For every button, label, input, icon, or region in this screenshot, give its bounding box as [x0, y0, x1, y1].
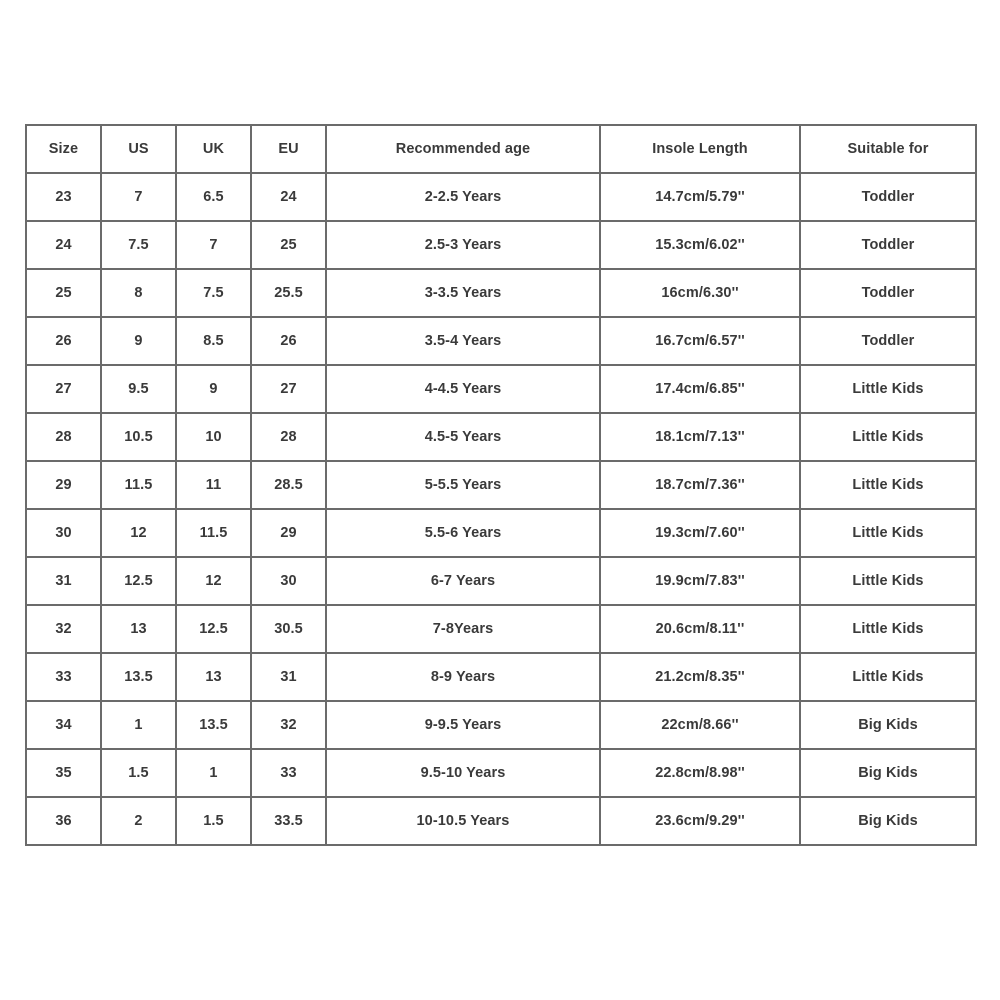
cell-size: 36: [26, 797, 101, 845]
cell-suitable-for: Big Kids: [800, 797, 976, 845]
cell-size: 32: [26, 605, 101, 653]
cell-eu: 24: [251, 173, 326, 221]
cell-insole-length: 15.3cm/6.02'': [600, 221, 800, 269]
cell-insole-length: 18.1cm/7.13'': [600, 413, 800, 461]
cell-suitable-for: Little Kids: [800, 557, 976, 605]
cell-eu: 28.5: [251, 461, 326, 509]
cell-size: 27: [26, 365, 101, 413]
cell-suitable-for: Little Kids: [800, 461, 976, 509]
cell-uk: 8.5: [176, 317, 251, 365]
cell-uk: 1: [176, 749, 251, 797]
cell-size: 25: [26, 269, 101, 317]
cell-suitable-for: Big Kids: [800, 701, 976, 749]
table-row: [26, 653, 976, 701]
cell-insole-length: 22cm/8.66'': [600, 701, 800, 749]
cell-uk: 11.5: [176, 509, 251, 557]
table-row: [26, 317, 976, 365]
table-row: [26, 413, 976, 461]
table-row: [26, 509, 976, 557]
cell-insole-length: 16cm/6.30'': [600, 269, 800, 317]
cell-size: 34: [26, 701, 101, 749]
cell-recommended-age: 4.5-5 Years: [326, 413, 600, 461]
cell-uk: 13.5: [176, 701, 251, 749]
cell-recommended-age: 2.5-3 Years: [326, 221, 600, 269]
cell-suitable-for: Toddler: [800, 173, 976, 221]
cell-eu: 30: [251, 557, 326, 605]
cell-uk: 13: [176, 653, 251, 701]
cell-us: 2: [101, 797, 176, 845]
cell-uk: 12.5: [176, 605, 251, 653]
cell-insole-length: 20.6cm/8.11'': [600, 605, 800, 653]
header-eu: EU: [251, 125, 326, 173]
cell-us: 1: [101, 701, 176, 749]
cell-us: 12: [101, 509, 176, 557]
table-header: [26, 125, 976, 173]
header-recommended-age: Recommended age: [326, 125, 600, 173]
cell-recommended-age: 3-3.5 Years: [326, 269, 600, 317]
table-row: [26, 557, 976, 605]
cell-size: 26: [26, 317, 101, 365]
table-row: [26, 461, 976, 509]
header-us: US: [101, 125, 176, 173]
cell-us: 7: [101, 173, 176, 221]
cell-size: 30: [26, 509, 101, 557]
cell-size: 28: [26, 413, 101, 461]
cell-uk: 7.5: [176, 269, 251, 317]
cell-suitable-for: Little Kids: [800, 413, 976, 461]
cell-eu: 33.5: [251, 797, 326, 845]
table-row: [26, 173, 976, 221]
cell-insole-length: 22.8cm/8.98'': [600, 749, 800, 797]
cell-us: 1.5: [101, 749, 176, 797]
cell-recommended-age: 2-2.5 Years: [326, 173, 600, 221]
cell-uk: 1.5: [176, 797, 251, 845]
cell-us: 10.5: [101, 413, 176, 461]
cell-eu: 26: [251, 317, 326, 365]
cell-eu: 28: [251, 413, 326, 461]
cell-insole-length: 19.3cm/7.60'': [600, 509, 800, 557]
cell-suitable-for: Toddler: [800, 221, 976, 269]
table-row: [26, 749, 976, 797]
table-row: [26, 221, 976, 269]
cell-recommended-age: 7-8Years: [326, 605, 600, 653]
cell-eu: 27: [251, 365, 326, 413]
cell-recommended-age: 10-10.5 Years: [326, 797, 600, 845]
cell-eu: 25.5: [251, 269, 326, 317]
cell-insole-length: 18.7cm/7.36'': [600, 461, 800, 509]
cell-size: 33: [26, 653, 101, 701]
cell-suitable-for: Little Kids: [800, 509, 976, 557]
cell-uk: 10: [176, 413, 251, 461]
cell-insole-length: 17.4cm/6.85'': [600, 365, 800, 413]
cell-eu: 31: [251, 653, 326, 701]
table-row: [26, 701, 976, 749]
cell-recommended-age: 9.5-10 Years: [326, 749, 600, 797]
header-size: Size: [26, 125, 101, 173]
cell-recommended-age: 3.5-4 Years: [326, 317, 600, 365]
cell-size: 24: [26, 221, 101, 269]
cell-insole-length: 16.7cm/6.57'': [600, 317, 800, 365]
cell-us: 9.5: [101, 365, 176, 413]
table-row: [26, 365, 976, 413]
cell-eu: 30.5: [251, 605, 326, 653]
table-row: [26, 269, 976, 317]
cell-suitable-for: Little Kids: [800, 365, 976, 413]
table-row: [26, 797, 976, 845]
cell-recommended-age: 8-9 Years: [326, 653, 600, 701]
cell-us: 12.5: [101, 557, 176, 605]
cell-uk: 12: [176, 557, 251, 605]
cell-size: 23: [26, 173, 101, 221]
cell-us: 13.5: [101, 653, 176, 701]
header-insole-length: Insole Length: [600, 125, 800, 173]
cell-insole-length: 23.6cm/9.29'': [600, 797, 800, 845]
cell-us: 13: [101, 605, 176, 653]
size-chart-table: [25, 124, 977, 846]
cell-uk: 7: [176, 221, 251, 269]
cell-eu: 29: [251, 509, 326, 557]
header-suitable-for: Suitable for: [800, 125, 976, 173]
table-body: [26, 173, 976, 845]
cell-suitable-for: Toddler: [800, 269, 976, 317]
cell-suitable-for: Big Kids: [800, 749, 976, 797]
cell-suitable-for: Little Kids: [800, 653, 976, 701]
cell-eu: 32: [251, 701, 326, 749]
cell-us: 11.5: [101, 461, 176, 509]
cell-uk: 11: [176, 461, 251, 509]
table-row: [26, 605, 976, 653]
cell-recommended-age: 5-5.5 Years: [326, 461, 600, 509]
cell-size: 29: [26, 461, 101, 509]
cell-insole-length: 21.2cm/8.35'': [600, 653, 800, 701]
cell-uk: 9: [176, 365, 251, 413]
header-row: [26, 125, 976, 173]
cell-insole-length: 19.9cm/7.83'': [600, 557, 800, 605]
cell-uk: 6.5: [176, 173, 251, 221]
cell-eu: 33: [251, 749, 326, 797]
cell-us: 7.5: [101, 221, 176, 269]
cell-suitable-for: Little Kids: [800, 605, 976, 653]
cell-recommended-age: 5.5-6 Years: [326, 509, 600, 557]
header-uk: UK: [176, 125, 251, 173]
cell-eu: 25: [251, 221, 326, 269]
cell-us: 9: [101, 317, 176, 365]
cell-size: 35: [26, 749, 101, 797]
cell-us: 8: [101, 269, 176, 317]
cell-recommended-age: 6-7 Years: [326, 557, 600, 605]
cell-insole-length: 14.7cm/5.79'': [600, 173, 800, 221]
cell-suitable-for: Toddler: [800, 317, 976, 365]
cell-recommended-age: 4-4.5 Years: [326, 365, 600, 413]
cell-recommended-age: 9-9.5 Years: [326, 701, 600, 749]
cell-size: 31: [26, 557, 101, 605]
